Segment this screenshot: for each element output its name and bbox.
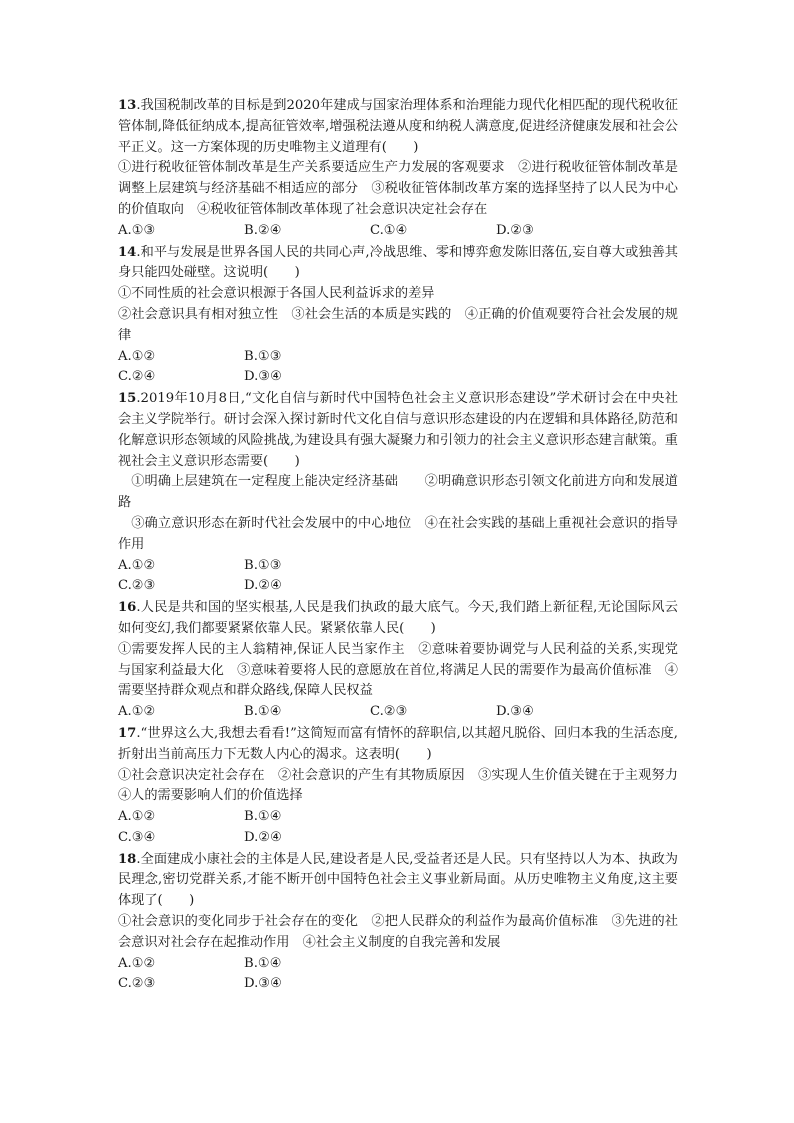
option-a: A.①② [118, 348, 156, 364]
question-number: 13 [118, 98, 137, 113]
question-stem: 16.人民是共和国的坚实根基,人民是我们执政的最大底气。今天,我们踏上新征程,无论国际风云如何变幻,我们都要紧紧依靠人民。紧紧依靠人民( ) [118, 600, 678, 636]
option-b: B.①④ [244, 955, 282, 971]
option-b: B.①④ [244, 704, 282, 720]
option-b: B.①④ [244, 809, 282, 825]
option-c: C.①④ [370, 222, 408, 238]
statement-line: ①不同性质的社会意识根源于各国人民利益诉求的差异 [118, 286, 435, 302]
option-a: A.①③ [118, 222, 156, 238]
option-d: D.②④ [244, 829, 282, 845]
answer-options [118, 807, 370, 849]
option-d: D.③④ [496, 704, 534, 720]
statement-line: ②社会意识具有相对独立性 ③社会生活的本质是实践的 ④正确的价值观要符合社会发展的规律 [118, 306, 678, 343]
question-16 [118, 598, 678, 723]
question-number: 17 [118, 725, 137, 741]
option-c: C.②③ [118, 578, 156, 594]
option-b: B.①③ [244, 557, 282, 573]
option-a: A.①② [118, 955, 156, 971]
question-number: 16 [118, 600, 137, 616]
question-stem: 15.2019年10月8日,“文化自信与新时代中国特色社会主义意识形态建设”学术研讨会在中央社会主义学院举行。研讨会深入探讨新时代文化自信与意识形态建设的内在逻辑和具体路径,防范和化解意识形态领域的风险挑战,为建设具有强大凝聚力和引领力的社会主义意识形态建言献策。重视社会主义意识形态需要( ) [118, 391, 678, 469]
question-stem: 17.“世界这么大,我想去看看!”这简短而富有情怀的辞职信,以其超凡脱俗、回归本我的生活态度,折射出当前高压力下无数人内心的渴求。这表明( ) [118, 725, 678, 762]
statement-line: ③确立意识形态在新时代社会发展中的中心地位 ④在社会实践的基础上重视社会意识的指导作用 [118, 515, 678, 552]
answer-options [118, 221, 678, 242]
answer-options [118, 347, 370, 389]
question-stem: 14.和平与发展是世界各国人民的共同心声,冷战思维、零和博弈愈发陈旧落伍,妄自尊大或独善其身只能四处碰壁。这说明( ) [118, 244, 678, 281]
answer-options [118, 954, 370, 996]
answer-options [118, 702, 678, 723]
option-c: C.②③ [370, 704, 408, 720]
question-17 [118, 724, 692, 849]
exam-page [118, 96, 692, 996]
option-c: C.②③ [118, 976, 156, 992]
statement-list: ①进行税收征管体制改革是生产关系要适应生产力发展的客观要求 ②进行税收征管体制改革是调整上层建筑与经济基础不相适应的部分 ③税收征管体制改革方案的选择坚持了以人民为中心的价值取向 ④税收征管体制改革体现了社会意识决定社会存在 [118, 160, 678, 217]
question-18 [118, 850, 678, 996]
option-d: D.③④ [244, 976, 282, 992]
option-a: A.①② [118, 809, 156, 825]
question-14 [118, 243, 678, 389]
statement-list: ①社会意识决定社会存在 ②社会意识的产生有其物质原因 ③实现人生价值关键在于主观努力 ④人的需要影响人们的价值选择 [118, 767, 692, 804]
statement-list: ①需要发挥人民的主人翁精神,保证人民当家作主 ②意味着要协调党与人民利益的关系,实现党与国家利益最大化 ③意味着要将人民的意愿放在首位,将满足人民的需要作为最高价值标准 ④需要坚持群众观点和群众路线,保障人民权益 [118, 641, 678, 699]
question-number: 14 [118, 244, 137, 260]
option-a: A.①② [118, 557, 156, 573]
option-b: B.②④ [244, 222, 282, 238]
question-stem: 13.我国税制改革的目标是到2020年建成与国家治理体系和治理能力现代化相匹配的现代税收征管体制,降低征纳成本,提高征管效率,增强税法遵从度和纳税人满意度,促进经济健康发展和社会公平正义。这一方案体现的历史唯物主义道理有( ) [118, 98, 678, 155]
question-stem: 18.全面建成小康社会的主体是人民,建设者是人民,受益者还是人民。只有坚持以人为本、执政为民理念,密切党群关系,才能不断开创中国特色社会主义事业新局面。从历史唯物主义角度,这主要体现了( ) [118, 851, 678, 909]
option-d: D.③④ [244, 369, 282, 385]
option-a: A.①② [118, 704, 156, 720]
statement-line: ①明确上层建筑在一定程度上能决定经济基础 ②明确意识形态引领文化前进方向和发展道路 [118, 474, 678, 511]
answer-options [118, 556, 370, 598]
option-b: B.①③ [244, 348, 282, 364]
question-number: 15 [118, 391, 137, 407]
question-13 [118, 96, 678, 242]
question-number: 18 [118, 851, 137, 867]
question-15 [118, 389, 678, 597]
option-c: C.②④ [118, 369, 156, 385]
option-d: D.②③ [496, 222, 534, 238]
option-c: C.③④ [118, 829, 156, 845]
option-d: D.②④ [244, 578, 282, 594]
statement-list: ①社会意识的变化同步于社会存在的变化 ②把人民群众的利益作为最高价值标准 ③先进的社会意识对社会存在起推动作用 ④社会主义制度的自我完善和发展 [118, 914, 678, 950]
